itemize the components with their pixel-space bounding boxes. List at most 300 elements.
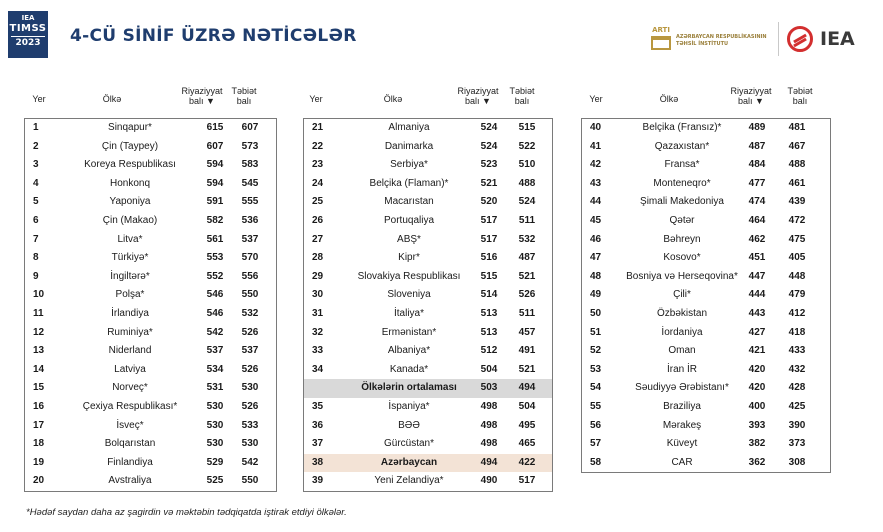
header-rank: Yer	[309, 94, 323, 104]
rank-cell: 13	[33, 345, 45, 357]
science-score-cell: 487	[518, 252, 536, 264]
table-row	[304, 175, 552, 194]
country-cell: İordaniya	[661, 326, 703, 338]
math-score-cell: 462	[748, 233, 766, 245]
header-math: Riyaziyyat	[181, 86, 223, 96]
country-cell: Şimali Makedoniya	[640, 196, 724, 208]
rank-cell: 43	[590, 177, 602, 189]
rank-cell: 40	[590, 122, 602, 133]
science-score-cell: 405	[788, 252, 806, 264]
rank-cell: 15	[33, 382, 45, 394]
table-row	[582, 324, 830, 343]
science-score-cell: 511	[518, 214, 536, 226]
math-score-cell: 594	[206, 177, 224, 189]
table-row	[304, 156, 552, 175]
rank-cell: 1	[33, 122, 39, 133]
science-score-cell: 550	[241, 289, 259, 301]
country-cell: Niderland	[108, 345, 152, 357]
science-score-cell: 425	[788, 400, 806, 412]
math-score-cell: 520	[480, 196, 498, 208]
science-score-cell: 583	[241, 159, 259, 171]
rank-cell: 23	[312, 159, 324, 171]
header-math-unit: balı ▼	[189, 96, 215, 106]
country-cell: Finlandiya	[107, 456, 153, 468]
math-score-cell: 517	[480, 233, 498, 245]
logo-divider	[778, 22, 779, 56]
country-cell: Latviya	[114, 363, 146, 375]
country-cell: İngiltərə*	[110, 270, 150, 282]
country-cell: Bosniya və Herseqovina*	[626, 270, 738, 282]
table-row	[25, 212, 276, 231]
math-score-cell: 530	[206, 419, 224, 431]
science-score-cell: 573	[241, 140, 259, 152]
country-cell: Fransa*	[664, 159, 700, 171]
table-row	[582, 138, 830, 157]
table-row	[582, 156, 830, 175]
country-cell: Macarıstan	[384, 196, 434, 208]
rank-cell: 36	[312, 419, 324, 431]
country-cell: Çin (Makao)	[102, 214, 158, 226]
rank-cell: 34	[312, 363, 324, 375]
country-cell: Çin (Taypey)	[101, 140, 159, 152]
science-score-cell: 555	[241, 196, 259, 208]
rank-cell: 7	[33, 233, 39, 245]
country-cell: Litva*	[117, 233, 143, 245]
country-cell: Ermənistan*	[381, 326, 437, 338]
country-cell: Portuqaliya	[383, 214, 435, 226]
table-row	[582, 231, 830, 250]
rank-cell: 25	[312, 196, 324, 208]
math-score-cell: 517	[480, 214, 498, 226]
country-cell: Sloveniya	[387, 289, 431, 301]
math-score-cell: 444	[748, 289, 766, 301]
math-score-cell: 420	[748, 382, 766, 394]
header-science: Təbiət	[509, 86, 535, 96]
iea-logo-text: IEA	[820, 28, 855, 50]
table-row	[25, 417, 276, 436]
math-score-cell: 582	[206, 214, 224, 226]
math-score-cell: 400	[748, 400, 766, 412]
footnote: *Hədəf saydan daha az şagirdin və məktəbin tədqiqatda iştirak etdiyi ölkələr.	[26, 507, 347, 518]
rank-cell: 37	[312, 438, 324, 450]
country-cell: Özbəkistan	[656, 307, 708, 319]
science-score-cell: 521	[518, 270, 536, 282]
math-score-cell: 523	[480, 159, 498, 171]
science-score-cell: 481	[788, 122, 806, 133]
ranking-column-3	[581, 86, 831, 473]
science-score-cell: 390	[788, 419, 806, 431]
table-row	[304, 342, 552, 361]
math-score-cell: 546	[206, 289, 224, 301]
country-cell: ABŞ*	[397, 233, 421, 245]
timss-logo-name: TIMSS	[9, 23, 47, 34]
table-row	[25, 268, 276, 287]
rank-cell: 17	[33, 419, 45, 431]
table-row	[25, 324, 276, 343]
rank-cell: 16	[33, 400, 45, 412]
table-row	[582, 305, 830, 324]
average-row	[304, 379, 552, 398]
rank-cell: 33	[312, 345, 324, 357]
rank-cell: 27	[312, 233, 324, 245]
science-score-cell: 522	[518, 140, 536, 152]
math-score-cell: 498	[480, 400, 498, 412]
table-row	[304, 138, 552, 157]
ranking-column-1	[24, 86, 277, 492]
country-cell: BƏƏ	[398, 419, 420, 431]
country-cell: Sinqapur*	[108, 122, 152, 133]
timss-logo-iea: IEA	[21, 14, 35, 22]
science-score-cell: 550	[241, 475, 259, 487]
rank-cell: 3	[33, 159, 39, 171]
science-score-cell: 532	[518, 233, 536, 245]
math-score-cell: 531	[206, 382, 224, 394]
table-row	[304, 231, 552, 250]
rank-cell: 49	[590, 289, 602, 301]
table-row	[304, 472, 552, 491]
country-cell: Belçika (Flaman)*	[369, 177, 449, 189]
math-score-cell: 451	[748, 252, 766, 264]
rank-cell: 24	[312, 177, 324, 189]
country-cell: Ruminiya*	[107, 326, 153, 338]
math-score-cell: 514	[480, 289, 498, 301]
country-cell: CAR	[671, 456, 693, 468]
header-math: Riyaziyyat	[730, 86, 772, 96]
science-score-cell: 432	[788, 363, 806, 375]
country-cell: Gürcüstan*	[383, 438, 435, 450]
table-row	[304, 398, 552, 417]
header-math-unit: balı ▼	[738, 96, 764, 106]
science-score-cell: 418	[788, 326, 806, 338]
country-cell: Avstraliya	[108, 475, 152, 487]
science-score-cell: 537	[241, 233, 259, 245]
ranking-table	[24, 118, 277, 492]
science-score-cell: 488	[788, 159, 806, 171]
science-score-cell: 422	[518, 456, 536, 468]
table-row	[25, 119, 276, 138]
science-score-cell: 491	[518, 345, 536, 357]
header-science-unit: balı	[236, 96, 252, 106]
math-score-cell: 427	[748, 326, 766, 338]
science-score-cell: 542	[241, 456, 259, 468]
table-row	[304, 417, 552, 436]
science-score-cell: 308	[788, 456, 806, 468]
rank-cell: 57	[590, 438, 602, 450]
math-score-cell: 537	[206, 345, 224, 357]
table-row	[582, 268, 830, 287]
ranking-table	[303, 118, 553, 492]
country-cell: Yaponiya	[109, 196, 151, 208]
math-score-cell: 515	[480, 270, 498, 282]
science-score-cell: 465	[518, 438, 536, 450]
math-score-cell: 421	[748, 345, 766, 357]
math-score-cell: 490	[480, 475, 498, 487]
math-score-cell: 474	[748, 196, 766, 208]
science-score-cell: 511	[518, 307, 536, 319]
science-score-cell: 439	[788, 196, 806, 208]
rank-cell: 50	[590, 307, 602, 319]
science-score-cell: 488	[518, 177, 536, 189]
table-row	[25, 342, 276, 361]
header-rank: Yer	[589, 94, 603, 104]
math-score-cell: 524	[480, 122, 498, 133]
country-cell: İsveç*	[116, 419, 144, 431]
math-score-cell: 561	[206, 233, 224, 245]
science-score-cell: 607	[241, 122, 259, 133]
header-math: Riyaziyyat	[457, 86, 499, 96]
science-score-cell: 461	[788, 177, 806, 189]
header-science: Təbiət	[231, 86, 257, 96]
table-row	[304, 249, 552, 268]
science-score-cell: 530	[241, 382, 259, 394]
science-score-cell: 545	[241, 177, 259, 189]
header-science-unit: balı	[514, 96, 530, 106]
rank-cell: 44	[590, 196, 602, 208]
country-cell: Türkiyə*	[111, 252, 149, 264]
country-cell: Braziliya	[663, 400, 701, 412]
rank-cell: 58	[590, 456, 602, 468]
country-cell: İrlandiya	[111, 307, 149, 319]
math-score-cell: 489	[748, 122, 766, 133]
timss-logo-year: 2023	[11, 36, 45, 50]
country-cell: İtaliya*	[393, 307, 424, 319]
country-cell: Çili*	[673, 289, 691, 301]
math-score-cell: 464	[748, 214, 766, 226]
rank-cell: 9	[33, 270, 39, 282]
table-row	[25, 193, 276, 212]
country-cell: Yeni Zelandiya*	[374, 475, 444, 487]
iea-logo	[787, 26, 877, 54]
highlight-row-azerbaijan	[304, 454, 552, 473]
science-score-cell: 467	[788, 140, 806, 152]
table-row	[25, 472, 276, 491]
math-score-cell: 594	[206, 159, 224, 171]
country-cell: Serbiya*	[390, 159, 428, 171]
science-score-cell: 457	[518, 326, 536, 338]
country-cell: İspaniya*	[388, 400, 430, 412]
science-score-cell: 495	[518, 419, 536, 431]
science-score-cell: 515	[518, 122, 536, 133]
math-score-cell: 552	[206, 270, 224, 282]
arti-logo-line1: AZƏRBAYCAN RESPUBLİKASININ	[676, 34, 767, 40]
math-score-cell: 477	[748, 177, 766, 189]
math-score-cell: 524	[480, 140, 498, 152]
math-score-cell: 542	[206, 326, 224, 338]
math-score-cell: 503	[480, 382, 498, 394]
science-score-cell: 373	[788, 438, 806, 450]
header-math-unit: balı ▼	[465, 96, 491, 106]
rank-cell: 22	[312, 140, 324, 152]
rank-cell: 19	[33, 456, 45, 468]
country-cell: Albaniya*	[387, 345, 431, 357]
science-score-cell: 448	[788, 270, 806, 282]
math-score-cell: 393	[748, 419, 766, 431]
rank-cell: 56	[590, 419, 602, 431]
country-cell: Almaniya	[388, 122, 430, 133]
country-cell: Mərakeş	[662, 419, 702, 431]
country-cell: Qətər	[669, 214, 695, 226]
rank-cell: 10	[33, 289, 45, 301]
science-score-cell: 526	[241, 326, 259, 338]
math-score-cell: 516	[480, 252, 498, 264]
math-score-cell: 498	[480, 419, 498, 431]
table-row	[582, 361, 830, 380]
table-row	[25, 249, 276, 268]
rank-cell: 20	[33, 475, 45, 487]
science-score-cell: 526	[241, 400, 259, 412]
ranking-column-2	[303, 86, 553, 492]
math-score-cell: 529	[206, 456, 224, 468]
header-bar	[0, 0, 883, 72]
country-cell: Kipr*	[398, 252, 420, 264]
table-row	[304, 435, 552, 454]
science-score-cell: 526	[518, 289, 536, 301]
rank-cell: 8	[33, 252, 39, 264]
rank-cell: 21	[312, 122, 324, 133]
timss-logo	[8, 11, 48, 58]
math-score-cell: 420	[748, 363, 766, 375]
iea-globe-icon	[787, 26, 813, 52]
column-header	[24, 86, 277, 118]
country-cell: Slovakiya Respublikası	[357, 270, 461, 282]
science-score-cell: 526	[241, 363, 259, 375]
arti-logo-line2: TƏHSİL İNSTİTUTU	[676, 41, 729, 47]
math-score-cell: 362	[748, 456, 766, 468]
rank-cell: 11	[33, 307, 44, 319]
math-score-cell: 607	[206, 140, 224, 152]
country-cell: Oman	[668, 345, 696, 357]
column-header	[581, 86, 831, 118]
math-score-cell: 487	[748, 140, 766, 152]
rank-cell: 26	[312, 214, 324, 226]
rank-cell: 2	[33, 140, 39, 152]
header-country: Ölkə	[659, 94, 679, 104]
country-cell: Honkonq	[109, 177, 151, 189]
math-score-cell: 534	[206, 363, 224, 375]
math-score-cell: 484	[748, 159, 766, 171]
table-row	[304, 286, 552, 305]
country-cell: Azərbaycan	[380, 456, 438, 468]
math-score-cell: 546	[206, 307, 224, 319]
science-score-cell: 570	[241, 252, 259, 264]
science-score-cell: 433	[788, 345, 806, 357]
science-score-cell: 556	[241, 270, 259, 282]
table-row	[25, 231, 276, 250]
table-row	[304, 324, 552, 343]
table-row	[304, 361, 552, 380]
table-row	[25, 435, 276, 454]
math-score-cell: 498	[480, 438, 498, 450]
science-score-cell: 472	[788, 214, 806, 226]
rank-cell: 47	[590, 252, 602, 264]
science-score-cell: 533	[241, 419, 259, 431]
header-country: Ölkə	[102, 94, 122, 104]
header-science-unit: balı	[792, 96, 808, 106]
science-score-cell: 524	[518, 196, 536, 208]
math-score-cell: 553	[206, 252, 224, 264]
rank-cell: 4	[33, 177, 39, 189]
country-cell: Kanada*	[389, 363, 429, 375]
math-score-cell: 521	[480, 177, 498, 189]
rank-cell: 46	[590, 233, 602, 245]
science-score-cell: 521	[518, 363, 536, 375]
rank-cell: 51	[590, 326, 602, 338]
rank-cell: 28	[312, 252, 324, 264]
table-row	[25, 138, 276, 157]
table-row	[582, 379, 830, 398]
country-cell: Çexiya Respublikası*	[82, 400, 178, 412]
header-rank: Yer	[32, 94, 46, 104]
country-cell: Küveyt	[666, 438, 698, 450]
country-cell: Bolqarıstan	[104, 438, 156, 450]
science-score-cell: 412	[788, 307, 806, 319]
rank-cell: 39	[312, 475, 324, 487]
science-score-cell: 510	[518, 159, 536, 171]
rank-cell: 18	[33, 438, 45, 450]
math-score-cell: 615	[206, 122, 224, 133]
table-row	[25, 398, 276, 417]
math-score-cell: 513	[480, 326, 498, 338]
math-score-cell: 447	[748, 270, 766, 282]
table-row	[304, 193, 552, 212]
table-row	[582, 342, 830, 361]
rank-cell: 5	[33, 196, 39, 208]
rank-cell: 45	[590, 214, 602, 226]
math-score-cell: 443	[748, 307, 766, 319]
header-science: Təbiət	[787, 86, 813, 96]
country-cell: Ölkələrin ortalaması	[361, 382, 457, 394]
science-score-cell: 532	[241, 307, 259, 319]
column-header	[303, 86, 553, 118]
table-row	[582, 435, 830, 454]
table-row	[25, 454, 276, 473]
table-row	[304, 305, 552, 324]
country-cell: Polşa*	[115, 289, 145, 301]
rank-cell: 54	[590, 382, 602, 394]
rank-cell: 32	[312, 326, 324, 338]
arti-emblem-text: ARTI	[652, 26, 670, 34]
rank-cell: 41	[590, 140, 602, 152]
country-cell: Norveç*	[112, 382, 148, 394]
country-cell: Səudiyyə Ərəbistanı*	[635, 382, 729, 394]
math-score-cell: 382	[748, 438, 766, 450]
table-row	[25, 286, 276, 305]
math-score-cell: 591	[206, 196, 224, 208]
science-score-cell: 537	[241, 345, 259, 357]
country-cell: İran İR	[666, 363, 697, 375]
country-cell: Danimarka	[384, 140, 434, 152]
table-row	[25, 361, 276, 380]
rank-cell: 48	[590, 270, 602, 282]
table-row	[304, 212, 552, 231]
ranking-table	[581, 118, 831, 473]
science-score-cell: 530	[241, 438, 259, 450]
table-row	[304, 268, 552, 287]
math-score-cell: 512	[480, 345, 498, 357]
science-score-cell: 479	[788, 289, 806, 301]
country-cell: Monteneqro*	[653, 177, 711, 189]
rank-cell: 53	[590, 363, 602, 375]
table-row	[582, 119, 830, 138]
arti-logo-text	[676, 34, 767, 48]
rank-cell: 52	[590, 345, 602, 357]
table-row	[582, 193, 830, 212]
country-cell: Kosovo*	[663, 252, 701, 264]
rank-cell: 29	[312, 270, 324, 282]
table-row	[582, 417, 830, 436]
table-row	[25, 175, 276, 194]
table-row	[582, 175, 830, 194]
